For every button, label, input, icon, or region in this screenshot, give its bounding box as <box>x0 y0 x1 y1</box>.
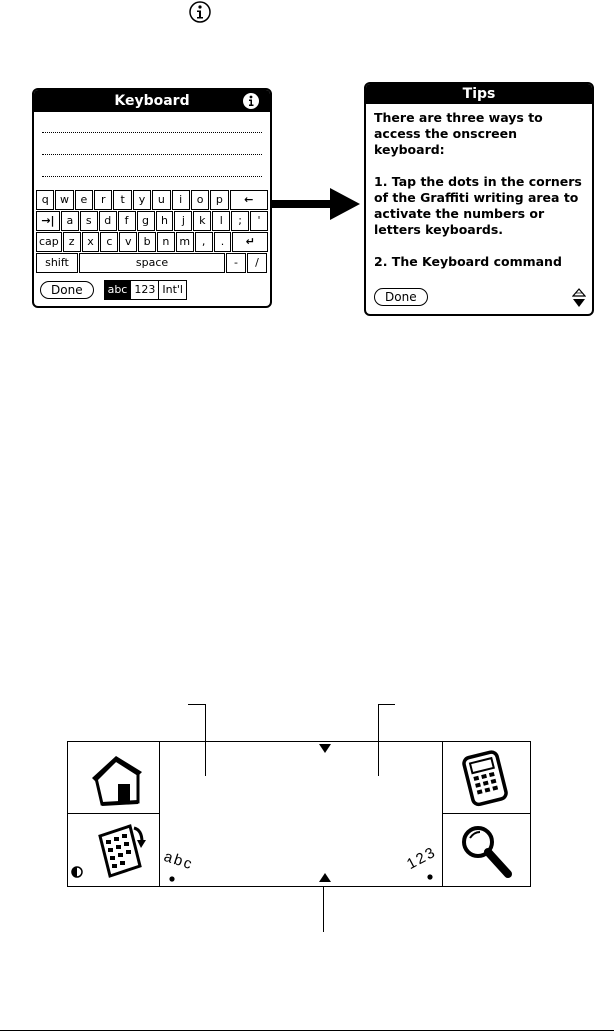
info-icon[interactable] <box>242 92 260 110</box>
keyboard-dialog <box>32 88 272 308</box>
key[interactable]: p <box>210 190 228 210</box>
return-key[interactable]: ↵ <box>232 232 268 252</box>
tips-title: Tips <box>366 84 592 104</box>
key[interactable]: t <box>113 190 131 210</box>
caps-key[interactable]: cap <box>36 232 62 252</box>
tips-body <box>374 110 588 286</box>
divider <box>159 742 160 886</box>
info-icon <box>188 0 212 24</box>
key[interactable]: u <box>152 190 170 210</box>
numbers-label: 123 <box>404 843 440 874</box>
done-button[interactable]: Done <box>374 288 428 306</box>
space-key[interactable]: space <box>79 253 225 273</box>
tab-key[interactable]: →| <box>36 211 60 231</box>
key[interactable]: , <box>195 232 213 252</box>
key[interactable]: k <box>193 211 211 231</box>
key[interactable]: o <box>191 190 209 210</box>
numbers-keyboard-dot[interactable] <box>400 842 440 882</box>
key[interactable]: ; <box>231 211 249 231</box>
key[interactable]: q <box>36 190 54 210</box>
key[interactable]: w <box>55 190 73 210</box>
key[interactable]: - <box>226 253 246 273</box>
menu-icon[interactable] <box>90 820 150 880</box>
scroll-arrows-icon[interactable] <box>572 288 586 308</box>
key[interactable]: g <box>137 211 155 231</box>
text-line <box>42 132 262 133</box>
letters-label: abc <box>161 848 196 874</box>
key[interactable]: m <box>176 232 194 252</box>
mode-123[interactable]: 123 <box>131 281 159 299</box>
letters-keyboard-dot[interactable] <box>161 846 206 882</box>
callout-line <box>378 704 395 705</box>
backspace-key[interactable]: ← <box>230 190 268 210</box>
key[interactable]: z <box>63 232 81 252</box>
home-icon[interactable] <box>88 750 148 810</box>
text-line <box>42 154 262 155</box>
done-button[interactable]: Done <box>40 281 94 299</box>
divider <box>442 742 443 886</box>
key[interactable]: j <box>174 211 192 231</box>
triangle-down-icon <box>319 744 331 754</box>
key[interactable]: h <box>156 211 174 231</box>
tips-paragraph: There are three ways to access the onscreen keyboard: <box>374 110 543 157</box>
page-rule <box>0 1030 614 1031</box>
divider <box>442 813 530 814</box>
key[interactable]: e <box>75 190 93 210</box>
key-row-1 <box>36 190 268 210</box>
keyboard-bottom-bar <box>40 280 266 300</box>
contrast-icon[interactable] <box>71 866 83 878</box>
divider <box>68 813 159 814</box>
tips-paragraph: 2. The Keyboard command <box>374 254 562 269</box>
key[interactable]: n <box>157 232 175 252</box>
keyboard-mode-selector <box>104 280 187 300</box>
key[interactable]: s <box>80 211 98 231</box>
mode-abc[interactable]: abc <box>105 281 132 299</box>
key[interactable]: f <box>118 211 136 231</box>
key[interactable]: d <box>99 211 117 231</box>
mode-intl[interactable]: Int'l <box>162 283 183 296</box>
key-row-2 <box>36 211 268 231</box>
callout-line <box>188 704 205 705</box>
key[interactable]: . <box>214 232 232 252</box>
key[interactable]: ' <box>250 211 268 231</box>
key[interactable]: i <box>172 190 190 210</box>
shift-key[interactable]: shift <box>36 253 78 273</box>
key[interactable]: a <box>61 211 79 231</box>
find-icon[interactable] <box>456 820 516 880</box>
key[interactable]: b <box>138 232 156 252</box>
callout-line <box>323 886 324 932</box>
triangle-up-icon <box>319 872 331 882</box>
graffiti-area <box>67 741 531 887</box>
callout-line <box>378 704 379 776</box>
text-line <box>42 176 262 177</box>
calculator-icon[interactable] <box>456 748 516 808</box>
key[interactable]: l <box>212 211 230 231</box>
keyboard-title: Keyboard <box>34 90 270 112</box>
key[interactable]: x <box>82 232 100 252</box>
key-row-4 <box>36 253 268 273</box>
key[interactable]: y <box>133 190 151 210</box>
key[interactable]: r <box>94 190 112 210</box>
key[interactable]: v <box>119 232 137 252</box>
tips-dialog <box>364 82 594 316</box>
key[interactable]: / <box>247 253 267 273</box>
key-row-3 <box>36 232 268 252</box>
key[interactable]: c <box>100 232 118 252</box>
callout-line <box>205 704 206 776</box>
tips-paragraph: 1. Tap the dots in the corners of the Graffiti writing area to activate the numbers or letters keyboards. <box>374 174 582 237</box>
arrow-right-icon <box>272 186 362 222</box>
